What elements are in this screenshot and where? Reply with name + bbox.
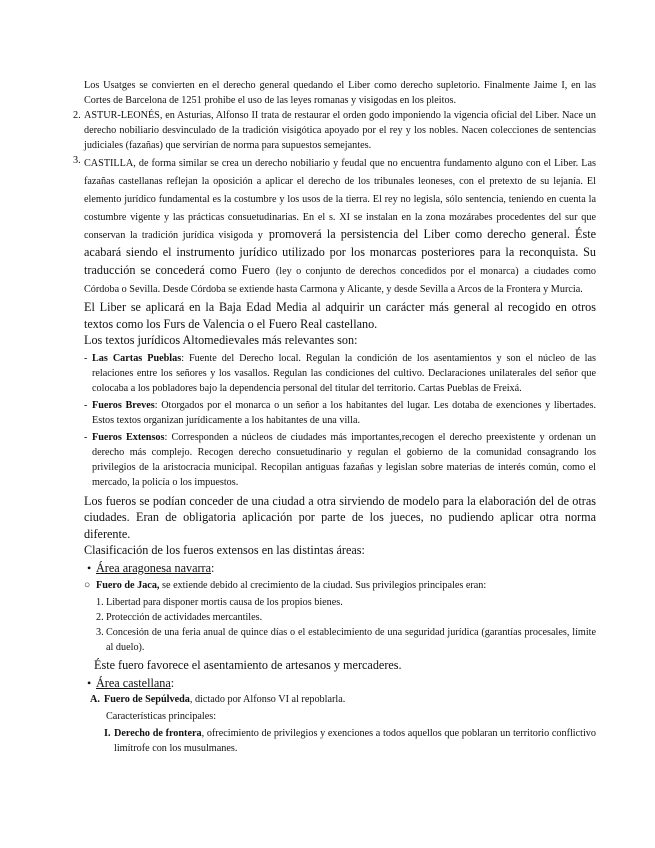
- list-item: [84, 610, 596, 625]
- list-number: 3.: [73, 155, 81, 166]
- castilla-text-small: CASTILLA, de forma similar se crea un derecho nobiliario y feudal que no encuentra fundamento alguno con el Liber. Las fazañas castellanas reflejan la oposición a aplicar el derecho de los tribunales leoneses, con el pretexto de su lejanía. El elemento jurídico fundamental es la costumbre y los usos de la tierra. El rey no legisla, sólo sentencia, teniendo en cuenta la costumbre vigente y las prácticas consuetudinarias. En el s. XI se instalan en la zona mozárabes procedentes del sur que conservan la tradición jurídica visigoda y: [84, 158, 596, 241]
- item-title: Fueros Extensos: [92, 431, 165, 443]
- alpha-marker: A.: [90, 694, 100, 705]
- item-title: Fueros Breves: [92, 399, 155, 411]
- paragraph-jaca-end: Éste fuero favorece el asentamiento de artesanos y mercaderes.: [94, 658, 402, 672]
- dash-marker: -: [84, 399, 88, 411]
- list-number: 3.: [96, 627, 104, 638]
- list-item-text: Concesión de una feria anual de quince días o el establecimiento de una seguridad jurídica (garantías procesales, límite al duelo).: [106, 627, 596, 653]
- paragraph-fueros: Los fueros se podían conceder de una ciudad a otra sirviendo de modelo para la elaboración del de otras ciudades. Eran de obligatoria aplicación por parte de los jueces, no pudiendo aplicar otra norma diferente.: [84, 493, 596, 541]
- item-text: : Corresponden a núcleos de ciudades más importantes,recogen el derecho preexistente y ordenan un derecho más complejo. Recogen derecho consuetudinario y regulan el gobierno de la comunidad consagrando los privilegios de la aristocracia municipal. Recopilan antiguas fazañas y legislan sobre materias de interés común, como el mercado, la policía o los impuestos.: [92, 431, 596, 488]
- paragraph-textos-intro: Los textos jurídicos Altomedievales más relevantes son:: [84, 333, 358, 347]
- list-item-fueros-breves: [84, 398, 596, 428]
- dash-marker: -: [84, 431, 88, 443]
- area-castellana: • Área castellana:: [87, 675, 175, 690]
- item-text: : Otorgados por el monarca o un señor a los habitantes del lugar. Les dotaba de exenciones y libertades. Estos textos organizan jurídicamente a los habitantes de una villa.: [92, 399, 596, 426]
- list-item-text: [84, 153, 596, 297]
- paragraph-usatges: Los Usatges se convierten en el derecho general quedando el Liber como derecho supletorio. Finalmente Jaime I, en las Cortes de Barcelona de 1251 prohibe el uso de las leyes romanas y visigodas en los pleitos.: [84, 80, 596, 106]
- document-page: [73, 78, 597, 756]
- jaca-privileges-list: [84, 595, 596, 655]
- area-aragonesa-navarra: • Área aragonesa navarra:: [87, 560, 215, 575]
- item-text: se extiende debido al crecimiento de la ciudad. Sus privilegios principales eran:: [159, 580, 487, 591]
- dash-marker: -: [84, 352, 88, 364]
- paragraph-clasificacion: Clasificación de los fueros extensos en las distintas áreas:: [84, 543, 365, 557]
- item-title: Las Cartas Pueblas: [92, 352, 182, 364]
- circle-marker: ○: [84, 580, 91, 591]
- list-item: [84, 595, 596, 610]
- item-text: : Fuente del Derecho local. Regulan la condición de los asentamientos y son el núcleo de las relaciones entre los señores y los vasallos. Regulan las condiciones del cultivo. Declaraciones unilaterales del señor que colocaba a los pobladores bajo la dependencia personal del titular del territorio. Cartas Pueblas de Freixá.: [92, 352, 597, 394]
- list-item: [84, 625, 596, 655]
- castilla-text-paren: (ley o conjunto de derechos concedidos por el monarca): [275, 266, 519, 277]
- list-item-cartas-pueblas: [84, 351, 596, 396]
- list-number: 1.: [96, 597, 104, 608]
- list-number: 2.: [73, 110, 81, 121]
- list-number: 2.: [96, 612, 104, 623]
- fuero-sepulveda: [84, 692, 596, 707]
- list-item-text: Protección de actividades mercantiles.: [106, 612, 263, 623]
- paragraph-caracteristicas: Características principales:: [106, 711, 217, 722]
- bullet-marker: •: [87, 675, 92, 690]
- textos-list: [84, 351, 596, 490]
- bullet-marker: •: [87, 560, 92, 575]
- item-text: , ofrecimiento de privilegios y exenciones a todos aquellos que poblaran un territorio conflictivo limítrofe con los musulmanes.: [114, 728, 596, 754]
- list-item-text: Libertad para disponer mortis causa de los propios bienes.: [106, 597, 343, 608]
- list-item-text: ASTUR-LEONÉS, en Asturias, Alfonso II trata de restaurar el orden godo imponiendo la vigencia oficial del Liber. Nace un derecho nobiliario desvinculado de la tradición visigótica apoyado por el rey y los nobles. Nacen colecciones de sentencias judiciales (fazañas) que servirían de norma para supuestos semejantes.: [84, 110, 596, 151]
- area-label: Área castellana: [96, 675, 171, 690]
- list-item-fueros-extensos: [84, 430, 596, 490]
- castilla-text-large: promoverá la persistencia del Liber como derecho general. Éste acabará siendo el instrumento jurídico utilizado por los monarcas posteriores para la reconquista. Su traducción se concederá como Fuero: [84, 227, 597, 277]
- list-item-astur-leones: [73, 108, 596, 153]
- item-text: , dictado por Alfonso VI al repoblarla.: [189, 694, 346, 705]
- derecho-frontera: [84, 726, 596, 756]
- fuero-jaca: [84, 578, 596, 593]
- paragraph-liber: El Liber se aplicará en la Baja Edad Media al adquirir un carácter más general al recogido en otros textos como los Furs de Valencia o el Fuero Real castellano.: [84, 300, 596, 331]
- area-label: Área aragonesa navarra: [96, 560, 212, 575]
- castilla-text-tail: a ciudades como Córdoba o Sevilla. Desde Córdoba se extiende hasta Carmona y Alicante, y desde Sevilla a Arcos de la Frontera y Murcia.: [84, 266, 597, 295]
- item-title: Fuero de Jaca,: [96, 580, 160, 591]
- item-title: Derecho de frontera: [114, 728, 202, 739]
- list-item-castilla: [73, 153, 597, 297]
- item-title: Fuero de Sepúlveda: [104, 694, 190, 705]
- roman-marker: I.: [104, 728, 111, 739]
